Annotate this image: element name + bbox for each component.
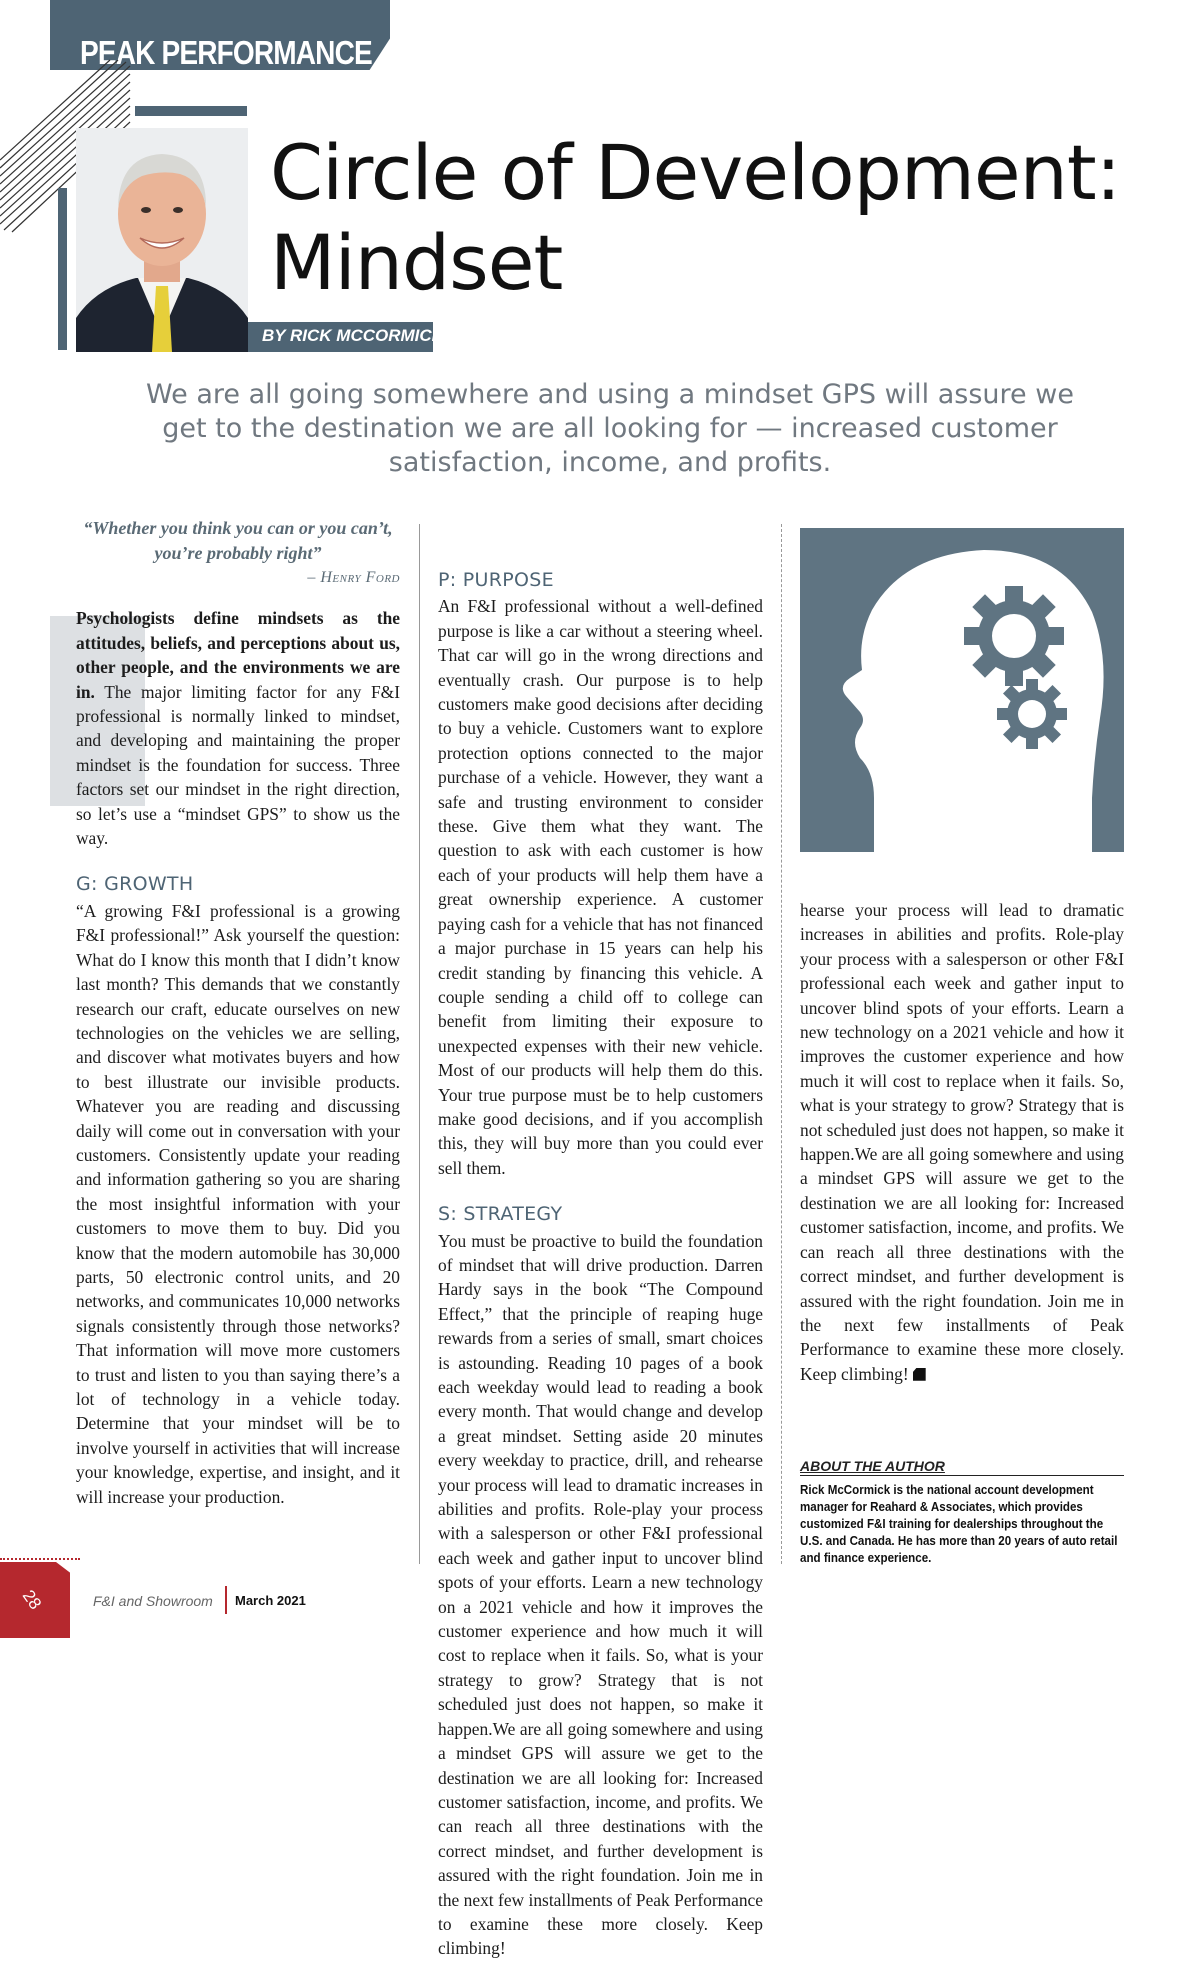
- strategy-heading: S: STRATEGY: [438, 1203, 563, 1226]
- column-2: [438, 516, 763, 1959]
- strategy-continued: hearse your process will lead to dramatic increases in abilities and profits. Role-play your process with a salesperson or other F&I professional each week and gather input to uncover blind spots of your efforts. Learn a new technology on a 2021 vehicle and how it improves the customer experience and how much it will cost to replace when it fails. So, what is your strategy to grow? Strategy that is not scheduled just does not happen, so make it happen.We are all going somewhere and using a mindset GPS will assure we get to the destination we are all looking for: Increased customer satisfaction, income, and profits. We can reach all three destinations with the correct mindset, and further development is assured with the right foundation. Join me in the next few installments of Peak Performance to examine these more closely. Keep climbing!: [800, 900, 1124, 1384]
- growth-heading: G: GROWTH: [76, 873, 194, 896]
- author-photo: [76, 128, 248, 352]
- column-1: [76, 516, 400, 1549]
- column-rule-1: [419, 524, 420, 1564]
- pull-quote: “Whether you think you can or you can’t, you’re probably right”: [83, 518, 393, 563]
- title-line-2: Mindset: [270, 218, 563, 307]
- article-title: [270, 128, 1170, 308]
- end-mark-icon: [913, 1368, 926, 1381]
- quote-attribution: – Henry Ford: [307, 569, 400, 586]
- mindset-illustration: [800, 528, 1124, 852]
- title-line-1: Circle of Development:: [270, 128, 1121, 217]
- intro-paragraph: [76, 606, 400, 850]
- growth-text: “A growing F&I professional is a growing F&I professional!” Ask yourself the question: What do I know this month that I didn’t know last month? This demands that we constantly research our craft, educate ourselves on new technologies on the vehicles we are selling, and discover what motivates buyers and how to best illustrate our invisible products. Whatever you are reading and discussing daily will come out in conversation with your customers. Consistently update your reading and information gathering so you are sharing the most insightful information with your customers to move them to buy. Did you know that the modern automobile has 30,000 parts, 50 electronic control units, and 20 networks, and communicates 10,000 networks signals consistently through those networks? That information will move more customers to trust and listen to you than saying there’s a lot of technology in a vehicle today. Determine that your mindset will be to involve yourself in activities that will increase your knowledge, expertise, and insight, and it will increase your production.: [76, 900, 400, 1507]
- publication-name: F&I and Showroom: [93, 1593, 213, 1609]
- purpose-text: An F&I professional without a well-defined purpose is like a car without a steering wheel. That car will go in the wrong directions and eventually crash. Our purpose is to help customers make good decisions after deciding to buy a vehicle. Customers want to explore protection options connected to the major purchase of a vehicle. However, they want a safe and trusting environment to consider these. Give them what they want. The question to ask with each customer is how each of your products will help them have a great ownership experience. A customer paying cash for a vehicle that has not financed a major purchase in 15 years can help his credit standing by financing this vehicle. A couple sending a child off to college can benefit from limiting their exposure to unexpected expenses with their new vehicle. Most of our products will help them do this. Your true purpose must be to help customers make good decisions, and if you accomplish this, they will buy more than you could ever sell them.: [438, 596, 763, 1178]
- head-with-gears-icon: [800, 528, 1124, 852]
- intro-lead: Psychologists define mindsets as the attitudes, beliefs, and perceptions about us, other people, and the environments we are in.: [76, 608, 400, 702]
- article-deck: We are all going somewhere and using a mindset GPS will assure we get to the destination we are all looking for — increased customer satisfaction, income, and profits.: [146, 379, 1074, 478]
- column-3: [800, 898, 1124, 1386]
- footer-divider: [225, 1586, 227, 1614]
- strategy-text: You must be proactive to build the foundation of mindset that will drive production. Darren Hardy says in the book “The Compound Effect,” that the principle of reaping huge rewards from a series of small, smart choices is astounding. Reading 10 pages of a book each weekday would lead to reading a book every month. That would change and develop a great mindset. Setting aside 20 minutes every weekday to practice, drill, and rehearse your process will lead to dramatic increases in abilities and profits. Role-play your process with a salesperson or other F&I professional each week and gather input to uncover blind spots of your efforts. Learn a new technology on a 2021 vehicle and how it improves the customer experience and how much it will cost to replace when it fails. So, what is your strategy to grow? Strategy that is not scheduled just does not happen, so make it happen.We are all going somewhere and using a mindset GPS will assure we get to the destination we are all looking for: Increased customer satisfaction, income, and profits. We can reach all three destinations with the correct mindset, and further development is assured with the right foundation. Join me in the next few installments of Peak Performance to examine these more closely. Keep climbing!: [438, 1230, 763, 1959]
- page-number: 28: [18, 1586, 46, 1613]
- purpose-heading: P: PURPOSE: [438, 569, 554, 591]
- frame-accent-top: [135, 106, 247, 116]
- column-rule-2: [781, 524, 782, 1564]
- section-label: PEAK PERFORMANCE: [80, 34, 372, 71]
- byline: BY RICK MCCORMICK: [262, 326, 444, 345]
- issue-date: March 2021: [235, 1593, 306, 1608]
- about-author-text: Rick McCormick is the national account development manager for Reahard & Associates, which provides customized F&I training for dealerships throughout the U.S. and Canada. He has more than 20 years of auto retail and finance experience.: [800, 1483, 1118, 1565]
- frame-accent-left: [58, 188, 67, 350]
- intro-rest: The major limiting factor for any F&I professional is normally linked to mindset, and developing and maintaining the proper mindset is the foundation for success. Three factors set our mindset in the right direction, so let’s use a “mindset GPS” to show us the way.: [76, 681, 400, 849]
- about-author-heading: ABOUT THE AUTHOR: [800, 1458, 1124, 1476]
